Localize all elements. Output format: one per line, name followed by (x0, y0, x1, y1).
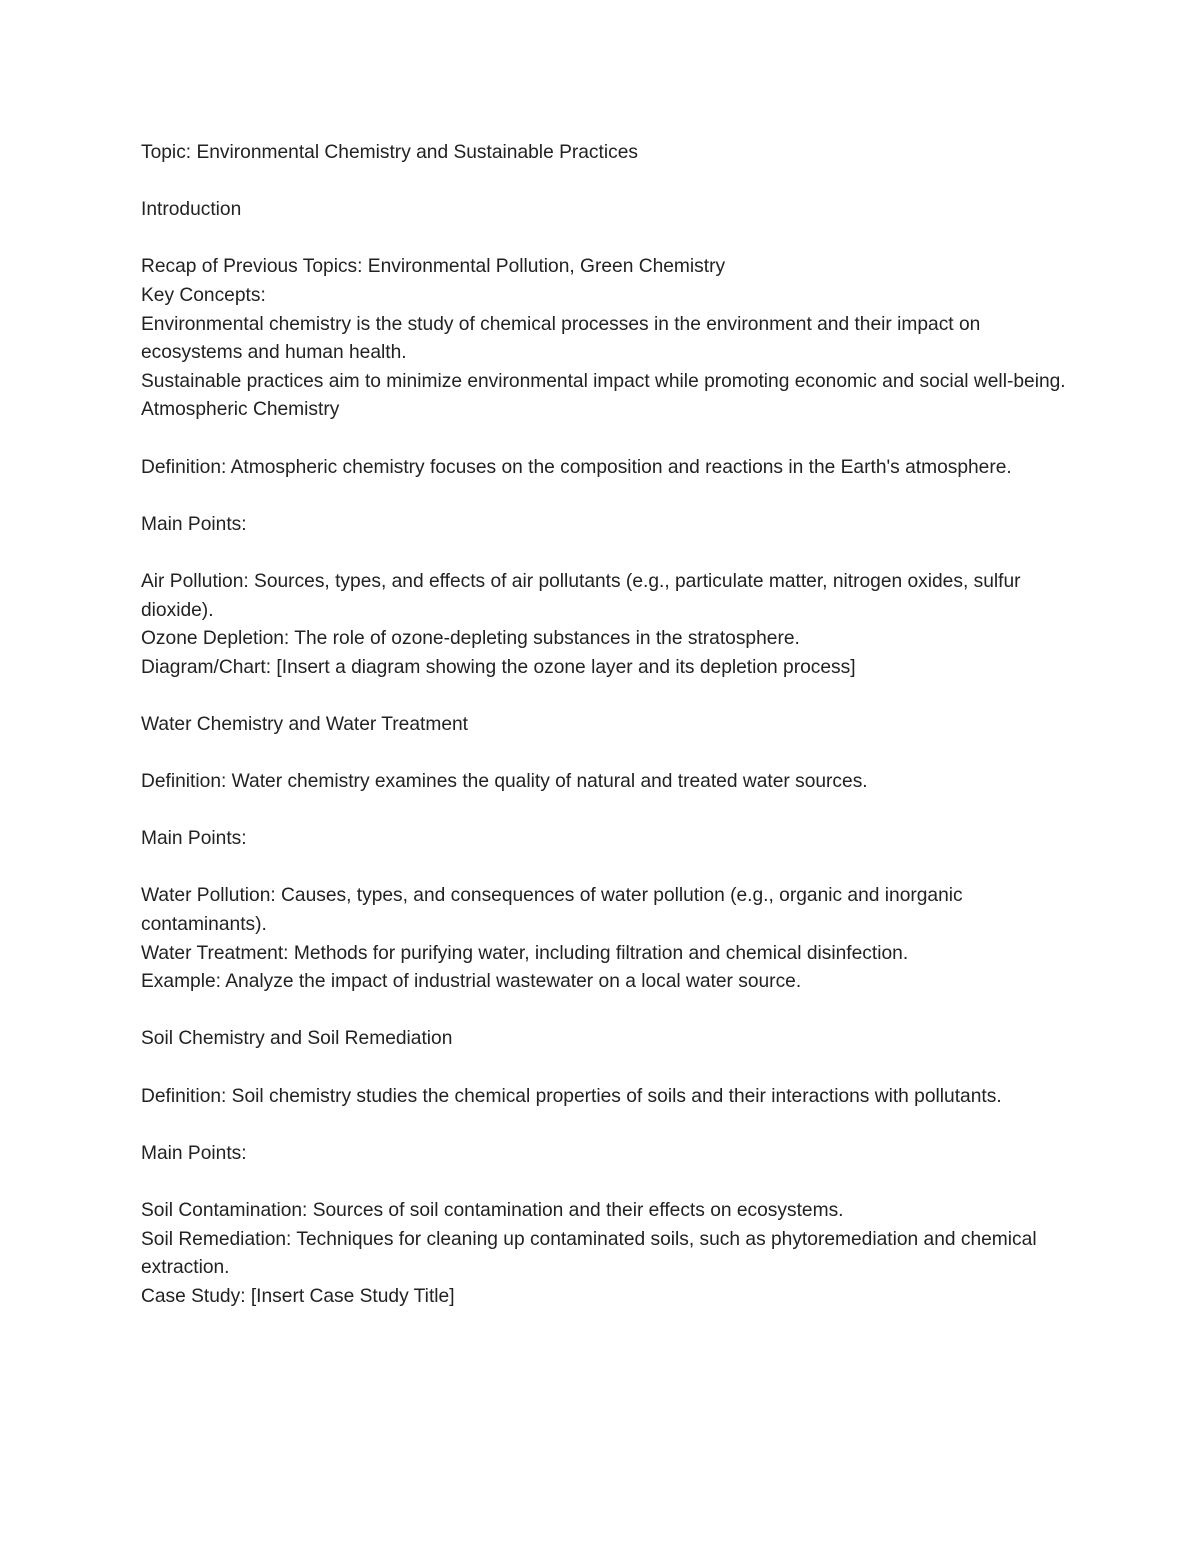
main-point-item: Ozone Depletion: The role of ozone-depleting substances in the stratosphere. (141, 628, 800, 650)
main-point-item: Soil Contamination: Sources of soil contamination and their effects on ecosystems. (141, 1199, 844, 1221)
main-points-label: Main Points: (141, 828, 247, 850)
main-point-item: Water Pollution: Causes, types, and consequences of water pollution (e.g., organic and inorganic contaminants). (141, 885, 963, 936)
blank-line (141, 1054, 1071, 1083)
main-point-item: Air Pollution: Sources, types, and effects of air pollutants (e.g., particulate matter, nitrogen oxides, sulfur dioxide). (141, 570, 1021, 621)
key-concept-item: Sustainable practices aim to minimize environmental impact while promoting economic and social well-being. (141, 370, 1066, 392)
blank-line (141, 1168, 1071, 1197)
introduction-heading: Introduction (141, 199, 242, 221)
main-points-label: Main Points: (141, 1142, 247, 1164)
blank-line (141, 539, 1071, 568)
topic-line: Topic: Environmental Chemistry and Sustainable Practices (141, 142, 638, 163)
blank-line (141, 854, 1071, 883)
main-point-item: Water Treatment: Methods for purifying water, including filtration and chemical disinfection. (141, 942, 909, 964)
blank-line (141, 682, 1071, 711)
main-point-item: Diagram/Chart: [Insert a diagram showing the ozone layer and its depletion process] (141, 656, 856, 678)
atmospheric-heading: Atmospheric Chemistry (141, 399, 340, 421)
main-points-label: Main Points: (141, 513, 247, 535)
main-point-item: Soil Remediation: Techniques for cleaning up contaminated soils, such as phytoremediation and chemical extraction. (141, 1228, 1037, 1279)
blank-line (141, 797, 1071, 826)
blank-line (141, 425, 1071, 454)
main-point-item: Case Study: [Insert Case Study Title] (141, 1285, 455, 1307)
key-concept-item: Environmental chemistry is the study of chemical processes in the environment and their impact on ecosystems and human health. (141, 313, 981, 364)
blank-line (141, 739, 1071, 768)
water-definition: Definition: Water chemistry examines the quality of natural and treated water sources. (141, 771, 868, 793)
blank-line (141, 225, 1071, 254)
blank-line (141, 482, 1071, 511)
water-heading: Water Chemistry and Water Treatment (141, 713, 468, 735)
soil-heading: Soil Chemistry and Soil Remediation (141, 1028, 453, 1050)
blank-line (141, 168, 1071, 197)
key-concepts-label: Key Concepts: (141, 284, 266, 306)
soil-definition: Definition: Soil chemistry studies the chemical properties of soils and their interactions with pollutants. (141, 1085, 1002, 1107)
blank-line (141, 997, 1071, 1026)
document-body (141, 139, 1071, 1311)
blank-line (141, 1111, 1071, 1140)
atmospheric-definition: Definition: Atmospheric chemistry focuses on the composition and reactions in the Earth's atmosphere. (141, 456, 1012, 478)
main-point-item: Example: Analyze the impact of industrial wastewater on a local water source. (141, 971, 802, 993)
recap-line: Recap of Previous Topics: Environmental Pollution, Green Chemistry (141, 256, 726, 278)
